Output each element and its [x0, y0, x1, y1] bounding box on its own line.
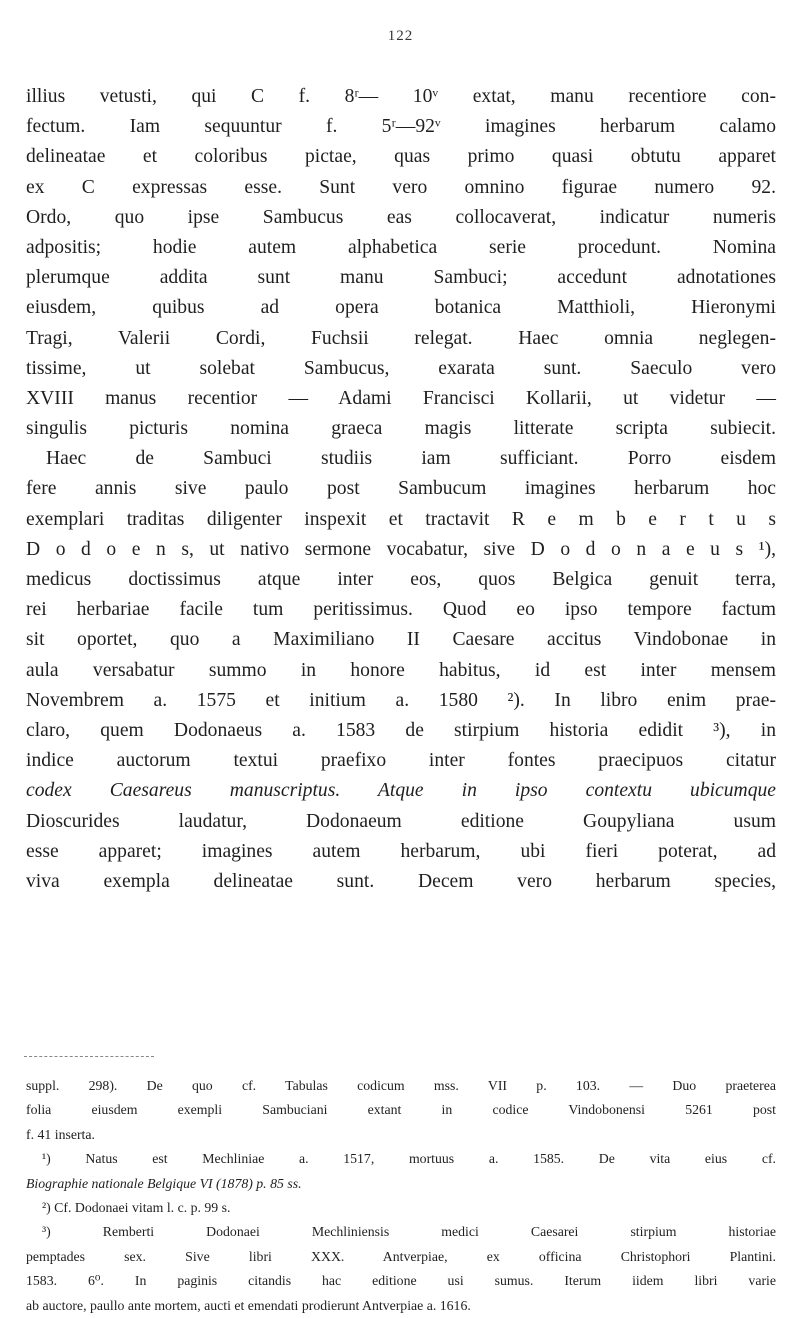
main-text: [26, 82, 776, 897]
text-line: indice auctorum textui praefixo inter fontes praecipuos citatur: [26, 750, 776, 772]
footnote-line: f. 41 inserta.: [26, 1126, 95, 1142]
text-line: sit oportet, quo a Maximiliano II Caesare accitus Vindobonae in: [26, 629, 776, 651]
text-line: plerumque addita sunt manu Sambuci; accedunt adnotationes: [26, 267, 776, 289]
text-line: singulis picturis nomina graeca magis litterate scripta subiecit.: [26, 418, 776, 440]
text-line: viva exempla delineatae sunt. Decem vero herbarum species,: [26, 870, 776, 892]
text-line: eiusdem, quibus ad opera botanica Matthioli, Hieronymi: [26, 297, 776, 319]
footnote-line: 1583. 6⁰. In paginis citandis hac editione usi sumus. Iterum iidem libri varie: [26, 1273, 776, 1289]
footnote-separator: [24, 1056, 154, 1057]
text-line: codex Caesareus manuscriptus. Atque in ipso contextu ubicumque: [26, 780, 776, 802]
footnote-line: suppl. 298). De quo cf. Tabulas codicum mss. VII p. 103. — Duo praeterea: [26, 1078, 776, 1093]
text-line: ex C expressas esse. Sunt vero omnino figurae numero 92.: [26, 176, 776, 198]
text-line: fere annis sive paulo post Sambucum imagines herbarum hoc: [26, 478, 776, 500]
footnote-line: pemptades sex. Sive libri XXX. Antverpiae, ex officina Christophori Plantini.: [26, 1248, 776, 1264]
text-line: exemplari traditas diligenter inspexit et tractavit R e m b e r t u s: [26, 508, 776, 530]
text-line: XVIII manus recentior — Adami Francisci Kollarii, ut videtur —: [26, 387, 776, 409]
footnote-line: ³) Remberti Dodonaei Mechliniensis medici Caesarei stirpium historiae: [42, 1224, 776, 1240]
footnote-line: ab auctore, paullo ante mortem, aucti et emendati prodierunt Antverpiae a. 1616.: [26, 1297, 471, 1313]
text-line: fectum. Iam sequuntur f. 5ʳ—92ᵛ imagines herbarum calamo: [26, 116, 776, 138]
text-line: Dioscurides laudatur, Dodonaeum editione Goupyliana usum: [26, 810, 776, 832]
text-line: esse apparet; imagines autem herbarum, ubi fieri poterat, ad: [26, 840, 776, 862]
text-line: Haec de Sambuci studiis iam sufficiant. Porro eisdem: [46, 448, 776, 470]
text-line: Tragi, Valerii Cordi, Fuchsii relegat. Haec omnia neglegen-: [26, 327, 776, 349]
footnote-line: ²) Cf. Dodonaei vitam l. c. p. 99 s.: [42, 1199, 231, 1215]
text-line: illius vetusti, qui C f. 8ʳ— 10ᵛ extat, manu recentiore con-: [26, 86, 776, 107]
footnote-line: ¹) Natus est Mechliniae a. 1517, mortuus a. 1585. De vita eius cf.: [42, 1151, 776, 1167]
text-line: rei herbariae facile tum peritissimus. Quod eo ipso tempore factum: [26, 599, 776, 621]
footnote-line: folia eiusdem exempli Sambuciani extant in codice Vindobonensi 5261 post: [26, 1102, 776, 1118]
footnotes: [26, 1074, 776, 1318]
text-line: medicus doctissimus atque inter eos, quos Belgica genuit terra,: [26, 569, 776, 590]
text-line: Novembrem a. 1575 et initium a. 1580 ²). In libro enim prae-: [26, 689, 776, 711]
text-line: aula versabatur summo in honore habitus, id est inter mensem: [26, 659, 776, 681]
text-line: Ordo, quo ipse Sambucus eas collocaverat, indicatur numeris: [26, 206, 776, 228]
text-line: tissime, ut solebat Sambucus, exarata sunt. Saeculo vero: [26, 357, 776, 379]
text-line: D o d o e n s, ut nativo sermone vocabatur, sive D o d o n a e u s ¹),: [26, 538, 776, 560]
text-line: adpositis; hodie autem alphabetica serie procedunt. Nomina: [26, 236, 776, 258]
page-number: 122: [387, 28, 414, 44]
footnote-line: Biographie nationale Belgique VI (1878) p. 85 ss.: [26, 1175, 302, 1191]
text-line: claro, quem Dodonaeus a. 1583 de stirpium historia edidit ³), in: [26, 719, 776, 741]
text-line: delineatae et coloribus pictae, quas primo quasi obtutu apparet: [26, 146, 776, 168]
